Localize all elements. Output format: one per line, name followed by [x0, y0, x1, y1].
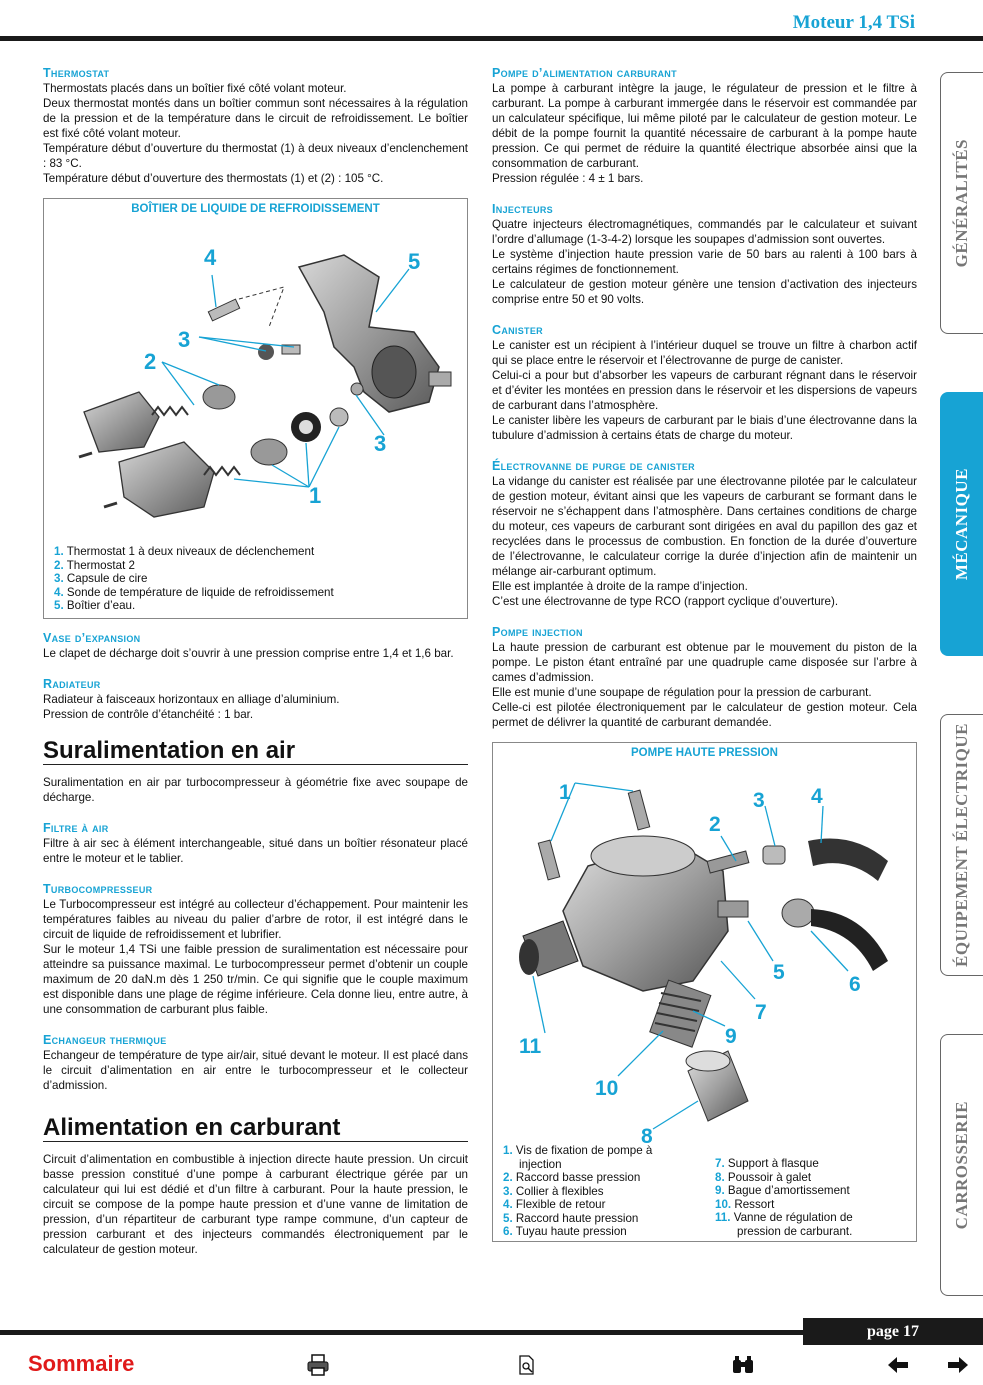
hp-nut — [782, 899, 814, 927]
pump-captions-right — [715, 1157, 915, 1238]
thermostat-para-2: Deux thermostat montés dans un boîtier commun sont nécessaires à la régulation de la pression et de la température dans le circuit de refroidissement. Le boîtier est fixé côté volant moteur. — [43, 97, 468, 140]
figure-pump-title: POMPE HAUTE PRESSION — [631, 747, 778, 759]
sensor-dash-line — [239, 287, 284, 327]
pump-callout-10: 10 — [595, 1077, 619, 1100]
pompe-injection-para-2: Elle est munie d’une soupape de régulation pour la pression de carburant. — [492, 686, 872, 699]
caption-item: 6. Tuyau haute pression — [503, 1225, 627, 1238]
caption-item: 1. Thermostat 1 à deux niveaux de déclenchement — [54, 545, 315, 558]
vase-text: Le clapet de décharge doit s’ouvrir à une pression comprise entre 1,4 et 1,6 bar. — [43, 647, 454, 660]
pump-callout-3: 3 — [753, 789, 765, 812]
pompe-alim-para-2: Pression régulée : 4 ± 1 bars. — [492, 172, 644, 185]
wax-capsule-upper — [258, 344, 274, 360]
caption-item: 7. Support à flasque — [715, 1157, 819, 1170]
temp-sensor-shape — [208, 299, 239, 321]
pompe-alim-para-1: La pompe à carburant intègre la jauge, le régulateur de pression et le filtre à carburant. La pompe à carburant immergée dans le réservoir est commandée par un calculateur spécifique, lui même piloté par le calculateur de gestion moteur. Le débit de la pompe fournit la quantité nécessaire de carburant à la pompe haute pression. Ce qui permet de réduire la quantité électrique absorbée ainsi que la consommation de carburant. — [492, 82, 917, 170]
callout-4: 4 — [204, 245, 217, 270]
seal-small — [330, 408, 348, 426]
turbo-heading: Turbocompresseur — [43, 882, 153, 896]
thermostat-cover-lower — [119, 442, 214, 517]
pump-callout-11: 11 — [519, 1035, 542, 1058]
printer-icon[interactable] — [306, 1354, 330, 1376]
pump-callout-6: 6 — [849, 973, 861, 996]
tab-equipement-electrique[interactable]: ÉQUIPEMENT ÉLECTRIQUE — [940, 714, 983, 976]
sommaire-link[interactable]: Sommaire — [28, 1351, 135, 1376]
pump-captions-left — [503, 1144, 703, 1239]
mount-screw-a — [628, 790, 649, 830]
water-housing-outlet — [429, 372, 451, 386]
figure-coolant-captions — [54, 545, 334, 613]
coolant-housing-illustration — [44, 217, 467, 537]
hp-pipe — [811, 909, 888, 971]
electrovanne-heading: Électrovanne de purge de canister — [492, 459, 695, 473]
caption-item: 5. Raccord haute pression — [503, 1211, 639, 1225]
electrovanne-para-1: La vidange du canister est réalisée par une électrovanne pilotée par le calculateur de gestion moteur, évitant ainsi que les vapeurs de carburant se formant dans le réservoir ne s’échappent dans l’atmosphère. Dans certaines conditions de charge du moteur, ces vapeurs de carburant sont dirigées en aval du papillon des gaz et recyclées dans le processus de combustion. En fonction de la durée d’ouverture de l’électrovanne, le calculateur corrige la durée d’injection afin de maintenir un mélange air-carburant optimum. — [492, 475, 917, 578]
high-pressure-fitting — [718, 901, 748, 917]
alimentation-text: Circuit d’alimentation en combustible à injection directe haute pression. Un circuit basse pression constitué d’une pompe à carburant électrique gérée par un calculateur qui lui est dédié et d’un filtre à carburant. Pour la haute pression, le circuit se compose de la pompe haute pression et d’une vanne de limitation de pression, d’un répartiteur de carburant type rampe commune, d’un capteur de pression carburant et des injecteurs commandés électroniquement par le calculateur de gestion moteur. — [43, 1153, 468, 1256]
canister-para-2: Celui-ci a pour but d’absorber les vapeurs de carburant régnant dans le réservoir et d’éviter les montées en pression dans le réservoir et les dispersions de vapeurs de carburant dans l’atmosphère. — [492, 369, 917, 412]
pompe-injection-para-1: La haute pression de carburant est obtenue par le mouvement du piston de la pompe. Le piston étant entraîné par une quadruple came disposée sur l’arbre à cames d’admission. — [492, 641, 917, 684]
wax-capsule-lower — [351, 383, 363, 395]
filtre-text: Filtre à air sec à élément interchangeable, situé dans un boîtier résonateur placé entre le moteur et le tablier. — [43, 837, 468, 865]
seal-large-inner — [299, 420, 313, 434]
header-title: Moteur 1,4 TSi — [792, 12, 915, 33]
left-column — [43, 66, 468, 1257]
caption-item: pression de carburant. — [737, 1224, 853, 1238]
callout-3a: 3 — [178, 327, 191, 352]
alimentation-heading: Alimentation en carburant — [43, 1115, 468, 1142]
injecteurs-para-1: Quatre injecteurs électromagnétiques, commandés par le calculateur et suivant l’ordre d’allumage (1-3-4-2) lorsque les soupapes d’admission sont ouvertes. — [492, 218, 917, 246]
canister-para-3: Le canister libère les vapeurs de carburant par le biais d’une électrovanne dans la tubulure d’admission à certains états de charge du moteur. — [492, 414, 917, 442]
radiateur-para-2: Pression de contrôle d’étanchéité : 1 bar. — [43, 708, 254, 721]
suralimentation-text: Suralimentation en air par turbocompresseur à géométrie fixe avec soupape de décharge. — [43, 776, 468, 804]
injecteurs-heading: Injecteurs — [492, 202, 553, 216]
pump-valve-end — [519, 939, 539, 975]
pump-callout-9: 9 — [725, 1025, 737, 1048]
tab-generalites[interactable]: GÉNÉRALITÉS — [940, 72, 983, 334]
filtre-heading: Filtre à air — [43, 821, 109, 835]
canister-para-1: Le canister est un récipient à l’intérieur duquel se trouve un filtre à charbon actif qui se place entre le réservoir et l’électrovanne de purge de canister. — [492, 339, 917, 367]
mount-screw-b — [538, 840, 559, 880]
pump-callout-7: 7 — [755, 1001, 767, 1024]
pump-callout-5: 5 — [773, 961, 785, 984]
vase-heading: Vase d’expansion — [43, 631, 141, 645]
callout-5: 5 — [408, 249, 421, 274]
hose-clip — [763, 846, 785, 864]
caption-item: 1. Vis de fixation de pompe à — [503, 1144, 653, 1157]
high-pressure-pump-illustration — [493, 761, 916, 1146]
echangeur-heading: Echangeur thermique — [43, 1033, 167, 1047]
pump-callout-2: 2 — [709, 813, 721, 836]
callout-3b: 3 — [374, 431, 387, 456]
caption-item: 2. Raccord basse pression — [503, 1171, 641, 1184]
arrow-right-icon[interactable] — [946, 1354, 970, 1376]
tab-mecanique[interactable]: MÉCANIQUE — [940, 392, 983, 656]
electrovanne-para-2: Elle est implantée à droite de la rampe d’injection. — [492, 580, 748, 593]
pump-top-face — [591, 836, 695, 876]
thermostat-heading: Thermostat — [43, 66, 110, 80]
thermostat-2-shape — [203, 385, 235, 409]
figure-high-pressure-pump — [492, 742, 917, 1242]
caption-item: 11. Vanne de régulation de — [715, 1211, 853, 1224]
screw-b — [104, 503, 117, 507]
pompe-injection-heading: Pompe injection — [492, 625, 583, 639]
pompe-alim-heading: Pompe d’alimentation carburant — [492, 66, 677, 80]
suralimentation-heading: Suralimentation en air — [43, 738, 468, 765]
caption-item: 4. Sonde de température de liquide de refroidissement — [54, 585, 334, 599]
header-rule — [0, 36, 983, 41]
tab-carrosserie[interactable]: CARROSSERIE — [940, 1034, 983, 1296]
arrow-left-icon[interactable] — [886, 1354, 910, 1376]
echangeur-text: Echangeur de température de type air/air, situé devant le moteur. Il est placé dans le circuit d’alimentation en air entre le turbocompresseur et le collecteur d’admission. — [43, 1049, 468, 1092]
roller-tappet-top — [686, 1051, 730, 1071]
thermostat-cover-upper — [84, 392, 159, 452]
thermostat-para-1: Thermostats placés dans un boîtier fixé côté volant moteur. — [43, 82, 347, 95]
pompe-injection-para-3: Celle-ci est pilotée électroniquement par le calculateur de gestion moteur. Cela permet de délivrer la quantité de carburant demandée. — [492, 701, 917, 729]
caption-item: 3. Capsule de cire — [54, 572, 148, 585]
caption-item: 3. Collier à flexibles — [503, 1184, 604, 1198]
thermostat-para-4: Température début d’ouverture des thermostats (1) et (2) : 105 °C. — [43, 172, 384, 185]
page-number: page 17 — [803, 1318, 983, 1345]
figure-coolant-housing — [43, 198, 468, 619]
turbo-para-2: Sur le moteur 1,4 TSi une faible pression de suralimentation est nécessaire pour atteindre sa puissance maximal. Le turbocompresseur permet d’obtenir un couple maximum de 20 daN.m dès 1 250 tr/min. Ce qui signifie que le couple maximum est disponible dans une plage de régime inférieure. Cela donne lieu, entre autre, à une consommation de carburant plus faible. — [43, 943, 468, 1016]
electrovanne-para-3: C’est une électrovanne de type RCO (rapport cyclique d’ouverture). — [492, 595, 839, 608]
pump-callout-8: 8 — [641, 1125, 653, 1146]
right-column — [492, 66, 917, 1242]
screw-a — [79, 453, 92, 457]
caption-item: 4. Flexible de retour — [503, 1198, 606, 1211]
binoculars-icon[interactable] — [731, 1354, 755, 1376]
figure-coolant-housing-title: BOÎTIER DE LIQUIDE DE REFROIDISSEMENT — [131, 203, 380, 215]
radiateur-heading: Radiateur — [43, 677, 101, 691]
callout-2: 2 — [144, 349, 157, 374]
injecteurs-para-2: Le système d’injection haute pression varie de 50 bars au ralenti à 100 bars à certains régimes de fonctionnement. — [492, 248, 917, 276]
callout-1: 1 — [309, 483, 322, 508]
thermostat-para-3: Température début d’ouverture du thermostat (1) à deux niveaux d’enclenchement : 83 °C. — [43, 142, 468, 170]
pump-callout-4: 4 — [811, 785, 823, 808]
radiateur-para-1: Radiateur à faisceaux horizontaux en alliage d’aluminium. — [43, 693, 340, 706]
canister-heading: Canister — [492, 323, 543, 337]
caption-item: 5. Boîtier d’eau. — [54, 599, 136, 612]
document-zoom-icon[interactable] — [518, 1354, 536, 1376]
injecteurs-para-3: Le calculateur de gestion moteur génère une tension d’activation des injecteurs comprise entre 50 et 90 volts. — [492, 278, 917, 306]
pump-callout-1: 1 — [559, 781, 571, 804]
caption-item: 10. Ressort — [715, 1197, 775, 1211]
caption-item: 8. Poussoir à galet — [715, 1170, 812, 1184]
caption-item: 9. Bague d’amortissement — [715, 1184, 850, 1197]
water-housing-port — [372, 346, 416, 398]
caption-item: injection — [519, 1157, 562, 1171]
turbo-para-1: Le Turbocompresseur est intégré au collecteur d’échappement. Pour maintenir les températures faibles au niveau du palier d’arbre de rotor, il est intégré dans le circuit de liquide de refroidissement et lubrifier. — [43, 898, 468, 941]
low-pressure-fitting — [707, 851, 749, 873]
water-housing-shape — [299, 255, 439, 412]
thermostat-1-shape — [251, 439, 287, 465]
caption-item: 2. Thermostat 2 — [54, 558, 135, 572]
spring-2 — [152, 407, 188, 415]
return-hose — [808, 839, 888, 882]
